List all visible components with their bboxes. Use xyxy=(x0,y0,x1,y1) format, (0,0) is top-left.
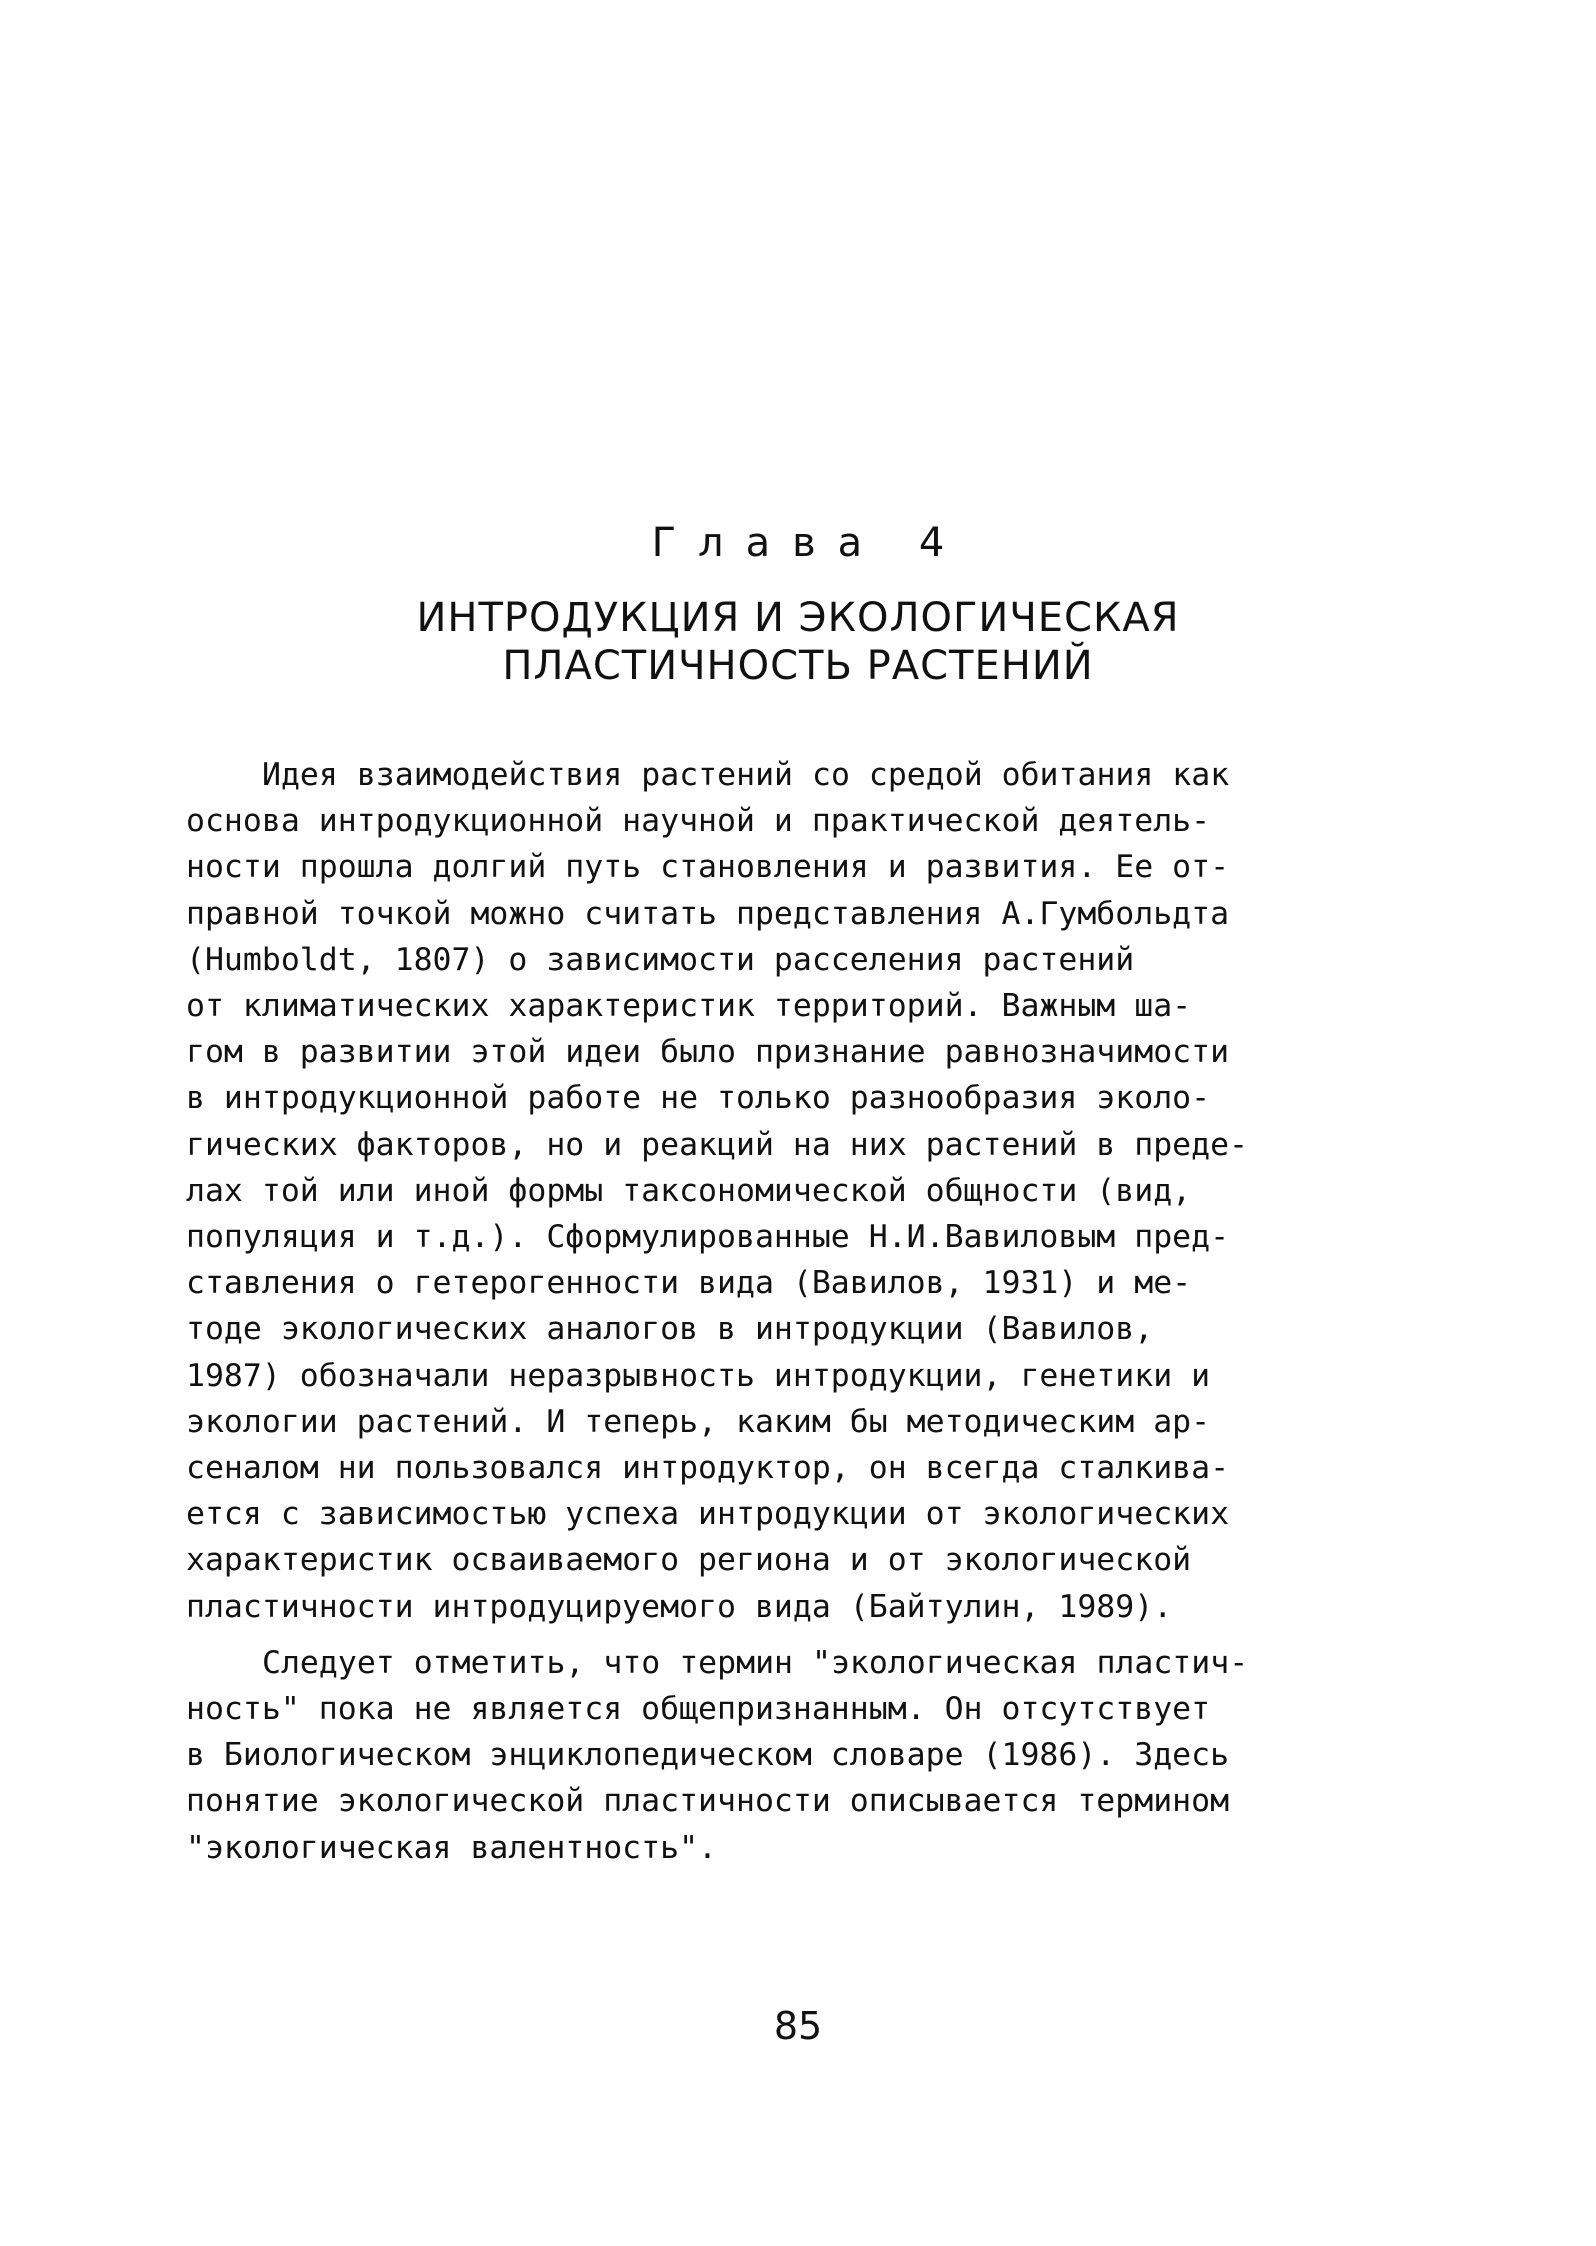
text-line: тоде экологических аналогов в интродукции (Вавилов, xyxy=(186,1311,1154,1348)
text-line: ность" пока не является общепризнанным. Он отсутствует xyxy=(186,1691,1211,1728)
text-line: в Биологическом энциклопедическом словаре (1986). Здесь xyxy=(186,1737,1230,1774)
text-line: сеналом ни пользовался интродуктор, он всегда сталкива- xyxy=(186,1450,1230,1487)
page-number: 85 xyxy=(773,2004,823,2048)
chapter-title xyxy=(0,594,1596,690)
text-line: Идея взаимодействия растений со средой обитания как xyxy=(262,757,1230,793)
text-line: экологии растений. И теперь, каким бы методическим ар- xyxy=(186,1403,1211,1440)
paragraph-1 xyxy=(186,752,1456,1630)
text-line: в интродукционной работе не только разнообразия эколо- xyxy=(186,1080,1211,1117)
chapter-title-line: ИНТРОДУКЦИЯ И ЭКОЛОГИЧЕСКАЯ xyxy=(416,595,1180,641)
text-line: "экологическая валентность". xyxy=(186,1829,718,1866)
text-line: понятие экологической пластичности описывается термином xyxy=(186,1783,1230,1820)
text-line: ется с зависимостью успеха интродукции от экологических xyxy=(186,1496,1230,1533)
text-line: (Humboldt, 1807) о зависимости расселения растений xyxy=(186,941,1135,978)
text-line: 1987) обозначали неразрывность интродукции, генетики и xyxy=(186,1357,1211,1394)
text-line: характеристик осваиваемого региона и от экологической xyxy=(186,1542,1192,1579)
text-line: популяция и т.д.). Сформулированные Н.И.Вавиловым пред- xyxy=(186,1219,1230,1256)
text-line: гом в развитии этой идеи было признание равнозначимости xyxy=(186,1034,1230,1071)
body-text xyxy=(186,752,1456,1871)
text-line: пластичности интродуцируемого вида (Байтулин, 1989). xyxy=(186,1588,1173,1625)
text-line: ставления о гетерогенности вида (Вавилов, 1931) и ме- xyxy=(186,1265,1192,1302)
chapter-label: Глава 4 xyxy=(651,520,967,566)
text-line: Следует отметить, что термин "экологическая пластич- xyxy=(262,1644,1249,1681)
text-line: правной точкой можно считать представления А.Гумбольдта xyxy=(186,895,1230,932)
text-line: от климатических характеристик территорий. Важным ша- xyxy=(186,988,1192,1025)
text-line: основа интродукционной научной и практической деятель- xyxy=(186,803,1211,840)
text-line: гических факторов, но и реакций на них растений в преде- xyxy=(186,1126,1249,1163)
text-line: ности прошла долгий путь становления и развития. Ее от- xyxy=(186,849,1230,886)
chapter-heading xyxy=(0,520,1596,690)
chapter-title-line: ПЛАСТИЧНОСТЬ РАСТЕНИЙ xyxy=(502,643,1094,689)
paragraph-2 xyxy=(186,1640,1456,1871)
text-line: лах той или иной формы таксономической общности (вид, xyxy=(186,1172,1192,1209)
